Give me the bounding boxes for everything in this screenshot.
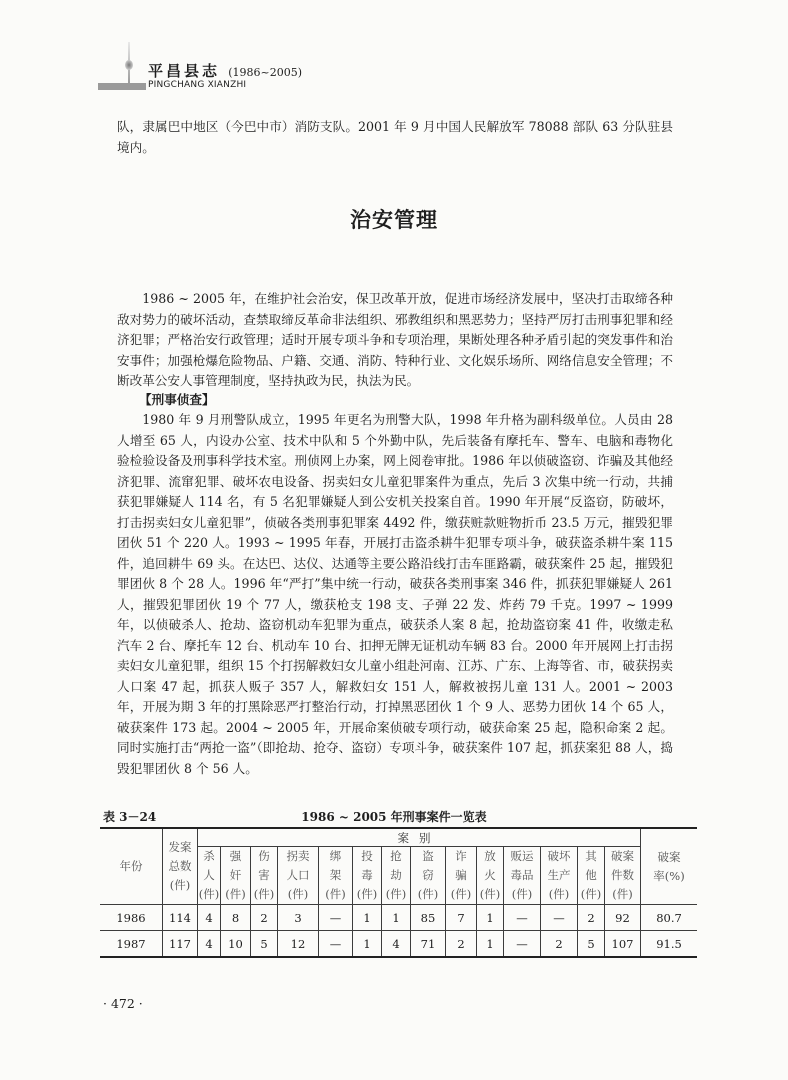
count-cell: 7 [446, 905, 477, 931]
crime-statistics-table [100, 827, 697, 958]
count-cell: 2 [541, 931, 578, 958]
header-ornament-bar-icon [98, 83, 146, 90]
count-cell: 71 [411, 931, 446, 958]
category-header: 诈 骗 (件) [446, 847, 477, 905]
count-cell: 5 [578, 931, 605, 958]
count-cell: 8 [221, 905, 251, 931]
criminal-investigation-paragraph: 1980 年 9 月刑警队成立，1995 年更名为刑警大队，1998 年升格为副科级单位。人员由 28 人增至 65 人，内设办公室、技术中队和 5 个外勤中队，先后装备有摩托车、警车、电脑和毒物化验检验设备及刑事科学技术室。刑侦网上办案，网上阅卷审批。1986 年以侦破盗窃、诈骗及其他经济犯罪、流窜犯罪、破坏农电设备、拐卖妇女儿童犯罪案件为重点，先后 3 次集中统一行动，共捕获犯罪嫌疑人 114 名，有 5 名犯罪嫌疑人到公安机关投案自首。1990 年开展“反盗窃，防破坏，打击拐卖妇女儿童犯罪”，侦破各类刑事犯罪案 4492 件，缴获赃款赃物折币 23.5 万元，摧毁犯罪团伙 51 个 220 人。1993 ~ 1995 年春，开展打击盗杀耕牛犯罪专项斗争，破获盗杀耕牛案 115 件，追回耕牛 69 头。在达巴、达仪、达通等主要公路沿线打击车匪路霸，破获案件 25 起，摧毁犯罪团伙 8 个 28 人。1996 年“严打”集中统一行动，破获各类刑事案 346 件，抓获犯罪嫌疑人 261 人，摧毁犯罪团伙 19 个 77 人，缴获枪支 198 支、子弹 22 发、炸药 79 千克。1997 ~ 1999 年，以侦破杀人、抢劫、盗窃机动车犯罪为重点，破获杀人案 8 起，抢劫盗窃案 41 件，收缴走私汽车 2 台、摩托车 12 台、机动车 10 台、扣押无牌无证机动车辆 83 台。2000 年开展网上打击拐卖妇女儿童犯罪，组织 15 个打拐解救妇女儿童小组赴河南、江苏、广东、上海等省、市，破获拐卖人口案 47 起，抓获人贩子 357 人，解救妇女 151 人，解救被拐儿童 131 人。2001 ~ 2003 年，开展为期 3 年的打黑除恶严打整治行动，打掉黑恶团伙 1 个 9 人、恶势力团伙 14 个 65 人，破获案件 173 起。2004 ~ 2005 年，开展命案侦破专项行动，破获命案 25 起，隐积命案 2 起。同时实施打击“两抢一盗”（即抢劫、抢夺、盗窃）专项斗争，破获案件 107 起，抓获案犯 88 人，捣毁犯罪团伙 8 个 56 人。 [117, 412, 673, 776]
book-years: (1986~2005) [228, 66, 303, 79]
category-header: 抢 劫 (件) [382, 847, 411, 905]
count-cell: 5 [251, 931, 278, 958]
section-title: 治安管理 [350, 208, 438, 232]
count-cell: — [504, 931, 541, 958]
book-title [148, 60, 302, 81]
rate-cell: 80.7 [641, 905, 698, 931]
count-cell: 1 [353, 931, 382, 958]
subsection-heading: 【刑事侦查】 [139, 392, 215, 407]
category-group-header: 案别 [198, 828, 641, 847]
category-header: 强 奸 (件) [221, 847, 251, 905]
count-cell: — [319, 931, 353, 958]
count-cell: — [319, 905, 353, 931]
category-header: 破坏 生产 (件) [541, 847, 578, 905]
year-header: 年份 [100, 828, 163, 905]
intro-paragraph: 1986 ~ 2005 年，在维护社会治安，保卫改革开放，促进市场经济发展中，坚决打击取缔各种敌对势力的破坏活动，查禁取缔反革命非法组织、邪教组织和黑恶势力；坚持严厉打击刑事犯罪和经济犯罪；严格治安行政管理；适时开展专项斗争和专项治理，果断处理各种矛盾引起的突发事件和治安事件；加强枪爆危险物品、户籍、交通、消防、特种行业、文化娱乐场所、网络信息安全管理；不断改革公安人事管理制度，坚持执政为民，执法为民。 [117, 291, 673, 388]
count-cell: 4 [198, 931, 221, 958]
count-cell: 4 [198, 905, 221, 931]
category-header: 拐卖 人口 (件) [278, 847, 319, 905]
category-header: 其 他 (件) [578, 847, 605, 905]
table-row [100, 905, 697, 931]
category-header: 贩运 毒品 (件) [504, 847, 541, 905]
page-number: · 472 · [103, 996, 143, 1011]
count-cell: 12 [278, 931, 319, 958]
count-cell: 2 [578, 905, 605, 931]
total-cell: 117 [163, 931, 198, 958]
count-cell: 2 [446, 931, 477, 958]
table-title: 1986 ~ 2005 年刑事案件一览表 [301, 810, 487, 824]
count-cell: 3 [278, 905, 319, 931]
category-header: 放 火 (件) [477, 847, 504, 905]
count-cell: 107 [605, 931, 641, 958]
count-cell: 1 [477, 905, 504, 931]
table-row [100, 931, 697, 958]
count-cell: 92 [605, 905, 641, 931]
table-number: 表 3－24 [103, 810, 157, 824]
rate-cell: 91.5 [641, 931, 698, 958]
category-header: 破案 件数 (件) [605, 847, 641, 905]
header-ornament-dot-icon [125, 60, 133, 70]
continued-paragraph: 队，隶属巴中地区（今巴中市）消防支队。2001 年 9 月中国人民解放军 78088 部队 63 分队驻县境内。 [117, 119, 673, 155]
year-cell: 1986 [100, 905, 163, 931]
count-cell: 10 [221, 931, 251, 958]
category-header: 伤 害 (件) [251, 847, 278, 905]
count-cell: 85 [411, 905, 446, 931]
book-pinyin: PINGCHANG XIANZHI [148, 80, 247, 90]
count-cell: 1 [477, 931, 504, 958]
category-header: 盗 窃 (件) [411, 847, 446, 905]
category-header: 杀 人 (件) [198, 847, 221, 905]
count-cell: — [504, 905, 541, 931]
category-header: 绑 架 (件) [319, 847, 353, 905]
count-cell: 2 [251, 905, 278, 931]
total-cell: 114 [163, 905, 198, 931]
book-header [92, 22, 412, 102]
count-cell: 1 [353, 905, 382, 931]
year-cell: 1987 [100, 931, 163, 958]
count-cell: — [541, 905, 578, 931]
count-cell: 4 [382, 931, 411, 958]
book-title-text: 平昌县志 [148, 62, 221, 80]
count-cell: 1 [382, 905, 411, 931]
category-header: 投 毒 (件) [353, 847, 382, 905]
total-header: 发案 总数 (件) [163, 828, 198, 905]
rate-header: 破案 率(%) [641, 828, 698, 905]
